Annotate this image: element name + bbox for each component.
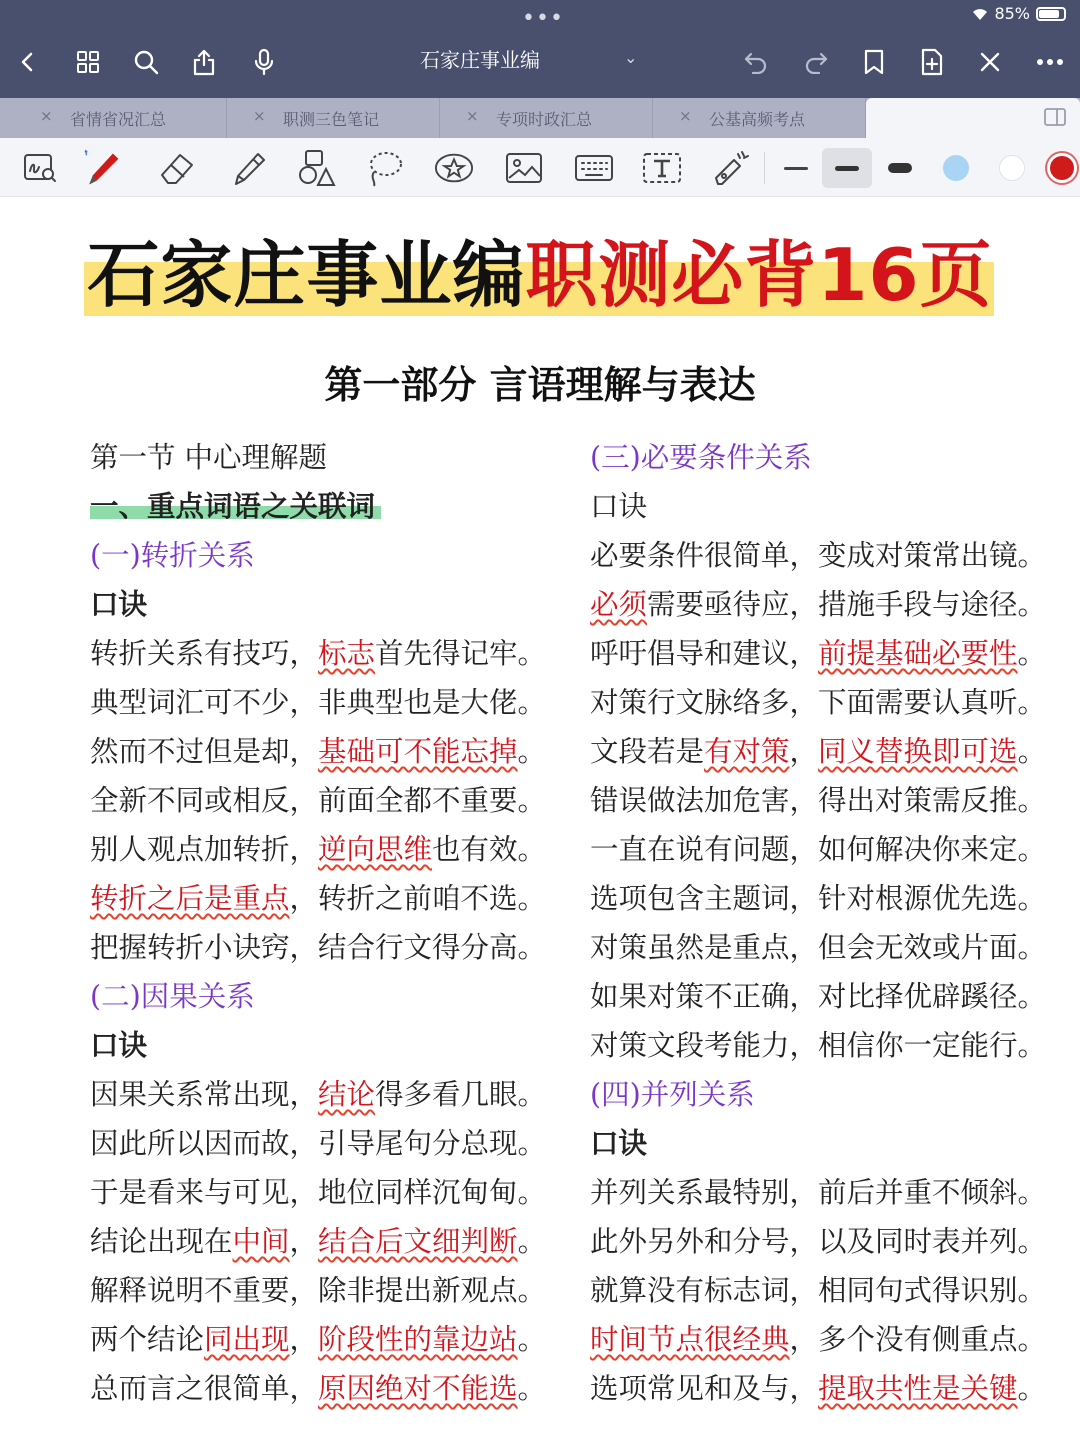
image-icon <box>505 152 543 184</box>
share-button[interactable] <box>184 42 224 82</box>
note-text: 全新不同或相反，前面全都不重要。 <box>90 784 547 817</box>
zoom-window-tool[interactable] <box>20 148 60 188</box>
pen-tool[interactable] <box>82 148 122 188</box>
note-line <box>590 923 1047 972</box>
battery-percent: 85% <box>994 4 1030 23</box>
note-line <box>590 1364 1047 1413</box>
undo-icon <box>743 50 769 74</box>
stroke-thick-icon <box>888 163 912 173</box>
tab-label: 专项时政汇总 <box>496 110 593 129</box>
more-icon <box>1036 58 1064 66</box>
note-line <box>590 629 1047 678</box>
note-text: 文段若是 <box>590 735 705 768</box>
mnemonic-label: 口诀 <box>90 1028 148 1062</box>
grid-icon <box>75 49 101 75</box>
red-emphasis-text: 基础可不能忘掉 <box>318 735 518 768</box>
red-emphasis-text: 阶段性的靠边站 <box>318 1323 518 1356</box>
note-line <box>590 1070 1030 1119</box>
note-text: ， <box>789 735 819 768</box>
tab-label: 职测三色笔记 <box>283 110 380 129</box>
stroke-medium-option[interactable] <box>822 148 872 188</box>
note-line <box>590 727 1047 776</box>
note-text: 也有效。 <box>432 833 547 866</box>
subsection-heading: (二)因果关系 <box>90 980 255 1013</box>
note-text: 口诀 <box>590 490 648 523</box>
add-page-icon <box>920 48 944 76</box>
keyboard-tool[interactable] <box>574 148 614 188</box>
note-line <box>90 1021 530 1070</box>
note-line <box>590 1021 1047 1070</box>
chevron-down-icon[interactable]: ⌄ <box>624 48 638 67</box>
note-text: 然而不过但是却， <box>90 735 319 768</box>
grid-view-button[interactable] <box>68 42 108 82</box>
red-emphasis-text: 必须 <box>590 588 648 621</box>
note-text: 此外另外和分号，以及同时表并列。 <box>590 1225 1047 1258</box>
left-column <box>90 433 547 1413</box>
stroke-thick-option[interactable] <box>880 148 920 188</box>
note-line <box>90 1364 547 1413</box>
note-text: ， <box>289 1225 319 1258</box>
note-text: 。 <box>517 1323 547 1356</box>
note-text: 别人观点加转折， <box>90 833 319 866</box>
text-tool[interactable] <box>642 148 682 188</box>
search-icon <box>133 49 159 75</box>
shapes-tool[interactable] <box>296 148 336 188</box>
note-line <box>590 825 1047 874</box>
note-line <box>90 1168 547 1217</box>
microphone-icon <box>252 48 276 76</box>
tab-close-icon[interactable]: × <box>253 107 266 125</box>
stroke-thin-icon <box>784 167 808 170</box>
chevron-left-icon <box>16 50 40 74</box>
note-text: 。 <box>517 1225 547 1258</box>
note-text: 于是看来与可见，地位同样沉甸甸。 <box>90 1176 547 1209</box>
note-text: 选项常见和及与， <box>590 1372 819 1405</box>
note-text: ，多个没有侧重点。 <box>789 1323 1047 1356</box>
tab-close-icon[interactable]: × <box>40 107 53 125</box>
pen-icon <box>82 146 122 190</box>
tab-label: 省情省况汇总 <box>70 110 167 129</box>
note-text: 并列关系最特别，前后并重不倾斜。 <box>590 1176 1047 1209</box>
note-line <box>590 1315 1047 1364</box>
close-button[interactable] <box>970 42 1010 82</box>
lasso-icon <box>364 148 404 188</box>
split-view-icon[interactable] <box>1044 108 1066 126</box>
note-line <box>90 1119 547 1168</box>
note-line <box>590 1266 1047 1315</box>
note-text: 一直在说有问题，如何解决你来定。 <box>590 833 1047 866</box>
title-black-part: 石家庄事业编 <box>87 233 526 317</box>
note-text: 对策行文脉络多，下面需要认真听。 <box>590 686 1047 719</box>
stroke-thin-option[interactable] <box>776 148 816 188</box>
undo-button[interactable] <box>736 42 776 82</box>
app-top-bar <box>0 0 1080 98</box>
note-text: 对策文段考能力，相信你一定能行。 <box>590 1029 1047 1062</box>
red-emphasis-text: 中间 <box>232 1225 290 1258</box>
redo-icon <box>803 50 829 74</box>
note-text: 。 <box>1017 1372 1047 1405</box>
mnemonic-label: 口诀 <box>90 587 148 621</box>
note-text: 得多看几眼。 <box>375 1078 547 1111</box>
note-line <box>90 433 530 482</box>
note-line <box>590 531 1047 580</box>
subsection-heading: (一)转折关系 <box>90 539 255 572</box>
tab-label: 公基高频考点 <box>709 110 806 129</box>
red-emphasis-text: 有对策 <box>704 735 790 768</box>
share-icon <box>191 48 217 76</box>
redo-button[interactable] <box>796 42 836 82</box>
add-page-button[interactable] <box>912 42 952 82</box>
color-dot-icon <box>943 155 969 181</box>
note-line <box>590 482 1030 531</box>
note-text: ，转折之前咱不选。 <box>289 882 547 915</box>
shapes-icon <box>296 149 336 187</box>
stroke-medium-icon <box>835 166 859 171</box>
note-text: 转折关系有技巧， <box>90 637 319 670</box>
note-line <box>590 1217 1047 1266</box>
drawing-toolbar <box>0 138 1080 197</box>
note-text: 。 <box>1017 637 1047 670</box>
note-line <box>590 1119 1030 1168</box>
note-text: 。 <box>517 735 547 768</box>
text-box-icon <box>642 152 682 184</box>
note-text: 总而言之很简单， <box>90 1372 319 1405</box>
color-dot-icon <box>999 155 1025 181</box>
battery-icon <box>1036 7 1066 21</box>
note-text: 第一节 中心理解题 <box>90 441 328 474</box>
note-text: 。 <box>517 1372 547 1405</box>
color-dot-selected-icon <box>1050 156 1074 180</box>
color-swatch-blue[interactable] <box>936 148 976 188</box>
lasso-tool[interactable] <box>364 148 404 188</box>
note-text: 把握转折小诀窍，结合行文得分高。 <box>90 931 547 964</box>
search-button[interactable] <box>126 42 166 82</box>
red-emphasis-text: 同出现 <box>204 1323 290 1356</box>
note-text: 结论出现在 <box>90 1225 233 1258</box>
note-text: 如果对策不正确，对比择优辟蹊径。 <box>590 980 1047 1013</box>
back-button[interactable] <box>8 42 48 82</box>
note-text: 因此所以因而故，引导尾句分总现。 <box>90 1127 547 1160</box>
red-emphasis-text: 时间节点很经典 <box>590 1323 790 1356</box>
color-swatch-red[interactable] <box>1042 148 1080 188</box>
subsection-heading: (四)并列关系 <box>590 1078 755 1111</box>
bookmark-icon <box>863 48 885 76</box>
tab-close-icon[interactable]: × <box>466 107 479 125</box>
sticker-star-icon <box>434 151 474 185</box>
section-heading: 第一部分 言语理解与表达 <box>324 362 756 407</box>
image-tool[interactable] <box>504 148 544 188</box>
subsection-heading: (三)必要条件关系 <box>590 441 812 474</box>
note-line <box>590 580 1047 629</box>
tab-three-color-notes[interactable] <box>227 98 440 138</box>
sticker-tool[interactable] <box>434 148 474 188</box>
bookmark-button[interactable] <box>854 42 894 82</box>
note-text: 因果关系常出现， <box>90 1078 319 1111</box>
red-emphasis-text: 逆向思维 <box>318 833 433 866</box>
note-text: 解释说明不重要，除非提出新观点。 <box>90 1274 547 1307</box>
eraser-tool[interactable] <box>158 148 198 188</box>
red-emphasis-text: 提取共性是关键 <box>818 1372 1018 1405</box>
note-text: 两个结论 <box>90 1323 205 1356</box>
note-line <box>90 531 530 580</box>
note-line <box>590 972 1047 1021</box>
zoom-window-icon <box>23 152 57 184</box>
note-line <box>90 874 547 923</box>
note-text: 首先得记牢。 <box>375 637 547 670</box>
tab-current-affairs[interactable] <box>440 98 653 138</box>
tab-current[interactable] <box>866 98 1080 138</box>
color-swatch-white[interactable] <box>992 148 1032 188</box>
red-emphasis-text: 标志 <box>318 637 376 670</box>
note-line <box>90 776 547 825</box>
note-line <box>590 433 1030 482</box>
red-emphasis-text: 转折之后是重点 <box>90 882 290 915</box>
mnemonic-label: 口诀 <box>590 1126 648 1160</box>
note-line <box>90 923 547 972</box>
multitask-dots-icon[interactable]: ••• <box>522 6 564 31</box>
title-red-part: 职测必背16页 <box>525 233 993 317</box>
note-line <box>90 727 547 776</box>
document-tabs <box>0 98 1080 138</box>
wifi-icon <box>972 7 988 21</box>
note-line <box>90 482 530 531</box>
note-line <box>90 825 547 874</box>
document-title[interactable]: 石家庄事业编 <box>420 48 540 72</box>
tab-provincial-overview[interactable] <box>14 98 227 138</box>
note-line <box>590 1168 1047 1217</box>
note-text: 错误做法加危害，得出对策需反推。 <box>590 784 1047 817</box>
close-icon <box>979 51 1001 73</box>
note-line <box>590 776 1047 825</box>
note-text: 呼吁倡导和建议， <box>590 637 819 670</box>
right-column <box>590 433 1047 1413</box>
keyboard-icon <box>574 154 614 182</box>
note-line <box>590 678 1047 727</box>
tab-close-icon[interactable]: × <box>679 107 692 125</box>
note-line <box>590 874 1047 923</box>
note-text: 就算没有标志词，相同句式得识别。 <box>590 1274 1047 1307</box>
status-bar <box>972 4 1066 23</box>
note-line <box>90 1217 547 1266</box>
note-text: 需要亟待应，措施手段与途径。 <box>647 588 1047 621</box>
eraser-icon <box>158 149 198 187</box>
note-line <box>90 972 530 1021</box>
note-text: 必要条件很简单，变成对策常出镜。 <box>590 539 1047 572</box>
red-emphasis-text: 同义替换即可选 <box>818 735 1018 768</box>
toolbar-divider <box>764 152 765 184</box>
note-line <box>90 629 547 678</box>
red-emphasis-text: 结合后文细判断 <box>318 1225 518 1258</box>
note-line <box>90 1315 547 1364</box>
note-text: 选项包含主题词，针对根源优先选。 <box>590 882 1047 915</box>
tab-frequent-points[interactable] <box>653 98 866 138</box>
red-emphasis-text: 结论 <box>318 1078 376 1111</box>
laser-pointer-tool[interactable] <box>712 148 752 188</box>
note-line <box>90 1266 547 1315</box>
voice-record-button[interactable] <box>244 42 284 82</box>
laser-pointer-icon <box>712 148 752 188</box>
note-line <box>90 1070 547 1119</box>
note-text: ， <box>289 1323 319 1356</box>
red-emphasis-text: 原因绝对不能选 <box>318 1372 518 1405</box>
more-options-button[interactable] <box>1030 42 1070 82</box>
note-line <box>90 580 530 629</box>
note-text: 。 <box>1017 735 1047 768</box>
highlighter-icon <box>228 148 268 188</box>
red-emphasis-text: 前提基础必要性 <box>818 637 1018 670</box>
note-line <box>90 678 547 727</box>
note-text: 对策虽然是重点，但会无效或片面。 <box>590 931 1047 964</box>
note-text: 典型词汇可不少，非典型也是大佬。 <box>90 686 547 719</box>
highlighted-heading: 一、重点词语之关联词 <box>90 489 381 523</box>
page-title <box>0 230 1080 320</box>
highlighter-tool[interactable] <box>228 148 268 188</box>
